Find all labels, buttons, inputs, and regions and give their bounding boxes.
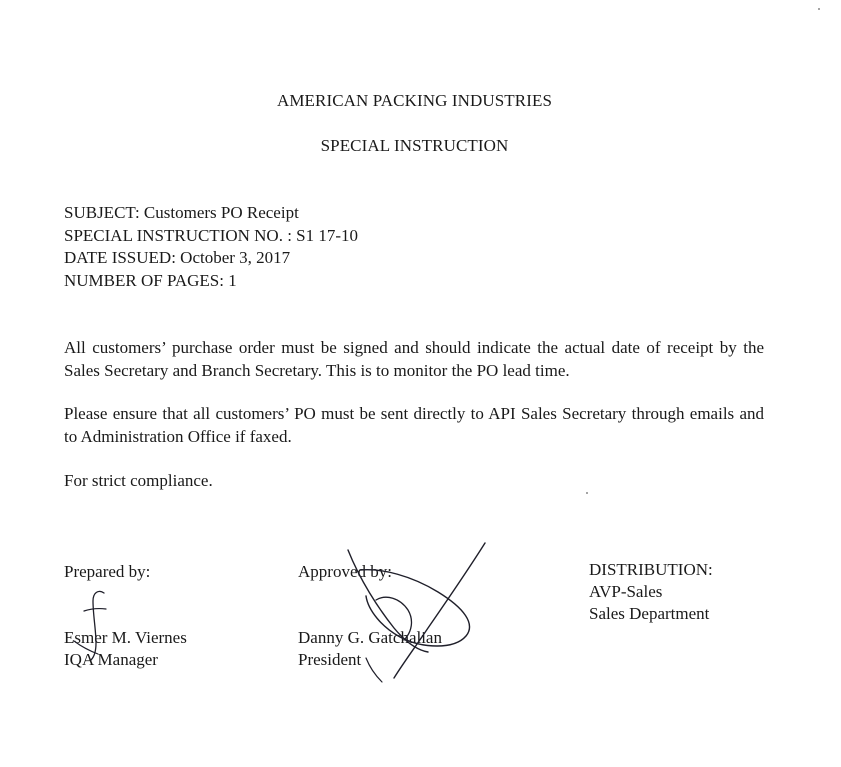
body-paragraph-2: Please ensure that all customers’ PO must be sent directly to API Sales Secretary through emails and to Administration Office if faxed. — [64, 404, 764, 446]
prepared-by-name: Esmer M. Viernes — [64, 628, 187, 647]
scan-speck — [586, 492, 588, 494]
document-meta — [64, 202, 358, 292]
subject-line: SUBJECT: Customers PO Receipt — [64, 203, 299, 222]
scan-speck — [818, 8, 820, 10]
body-paragraph-3: For strict compliance. — [64, 471, 213, 490]
distribution-item: AVP-Sales — [589, 582, 663, 601]
prepared-by-label: Prepared by: — [64, 562, 151, 581]
approved-by-title: President — [298, 650, 362, 669]
number-of-pages: NUMBER OF PAGES: 1 — [64, 270, 237, 290]
distribution-item: Sales Department — [589, 604, 710, 623]
company-name: AMERICAN PACKING INDUSTRIES — [276, 91, 553, 110]
prepared-by-title: IQA Manager — [64, 650, 158, 669]
instruction-number: SPECIAL INSTRUCTION NO. : S1 17-10 — [64, 225, 359, 245]
approved-by-name: Danny G. Gatchalian — [298, 628, 442, 647]
body-paragraph-1: All customers’ purchase order must be signed and should indicate the actual date of receipt by the Sales Secretary and Branch Secretary. This is to monitor the PO lead time. — [64, 338, 764, 380]
document-title: SPECIAL INSTRUCTION — [320, 136, 509, 155]
date-issued: DATE ISSUED: October 3, 2017 — [64, 248, 291, 267]
distribution-label: DISTRIBUTION: — [589, 560, 713, 579]
approved-by-label: Approved by: — [298, 562, 392, 581]
